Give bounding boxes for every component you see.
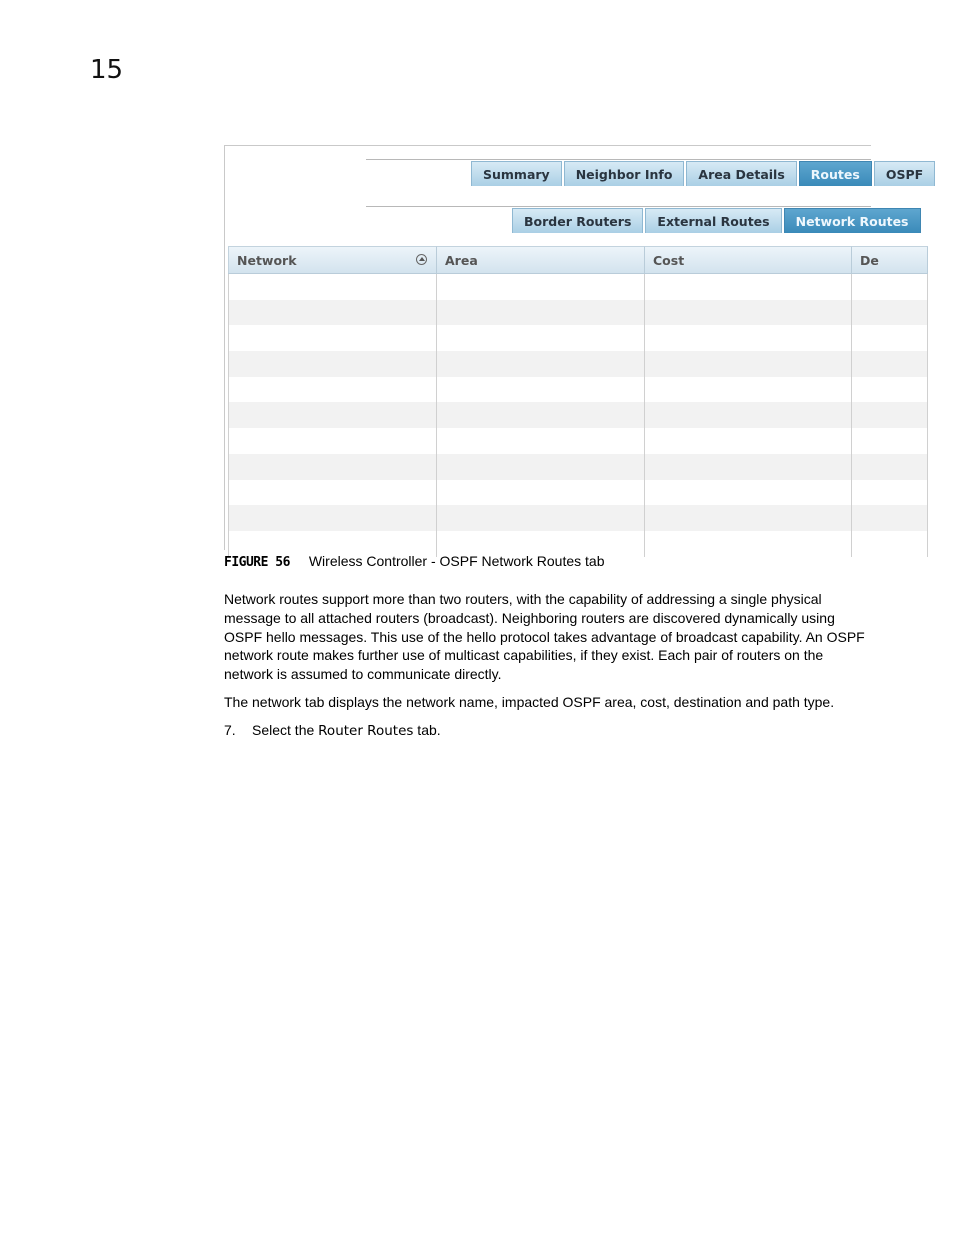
table-cell [228,480,437,506]
tab-external-routes[interactable]: External Routes [645,208,781,233]
table-cell [852,325,928,351]
table-cell [852,300,928,326]
table-cell [437,325,645,351]
table-cell [852,351,928,377]
table-row[interactable] [228,325,928,351]
step-number: 7. [224,722,236,738]
table-cell [852,274,928,300]
table-cell [228,377,437,403]
main-tab-bar [471,161,937,186]
table-cell [852,531,928,557]
body-paragraph: The network tab displays the network name, impacted OSPF area, cost, destination and path type. [224,694,835,710]
step-ui-term: Router Routes [318,723,414,739]
table-cell [228,454,437,480]
grid-body [228,274,928,554]
body-paragraph: Network routes support more than two routers, with the capability of addressing a single physical message to all attached routers (broadcast). Neighboring routers are discovered dynamically using OSPF hello messages. This use of the hello protocol takes advantage of broadcast capability. An OSPF network route makes further use of multicast capabilities, if they exist. Each pair of routers on the network is assumed to communicate directly. [224,591,865,683]
column-header-label: Area [445,253,478,268]
chapter-number: 15 [90,55,124,85]
table-cell [645,454,852,480]
tab-area-details[interactable]: Area Details [686,161,796,186]
tab-network-routes[interactable]: Network Routes [784,208,921,233]
table-cell [437,274,645,300]
table-cell [645,531,852,557]
table-row[interactable] [228,480,928,506]
column-header-cost[interactable] [645,246,852,273]
figure-label: FIGURE 56 [224,555,290,570]
column-header-label: De [860,253,879,268]
grid-header [228,246,928,274]
table-cell [437,505,645,531]
tab-summary[interactable]: Summary [471,161,562,186]
table-cell [228,402,437,428]
table-cell [645,300,852,326]
column-header-destination[interactable] [852,246,928,273]
sub-tab-bar [512,208,923,233]
table-cell [645,377,852,403]
tab-divider [366,159,871,160]
table-cell [437,480,645,506]
table-cell [228,505,437,531]
figure-caption [224,553,604,570]
subtab-divider [366,206,871,207]
table-cell [852,454,928,480]
table-row[interactable] [228,377,928,403]
table-cell [645,428,852,454]
table-cell [852,428,928,454]
table-row[interactable] [228,454,928,480]
table-row[interactable] [228,402,928,428]
table-cell [437,454,645,480]
table-cell [228,300,437,326]
column-header-label: Cost [653,253,685,268]
tab-ospf[interactable]: OSPF [874,161,935,186]
tab-border-routers[interactable]: Border Routers [512,208,643,233]
column-header-network[interactable] [228,246,437,273]
column-header-label: Network [237,253,297,268]
table-cell [228,325,437,351]
table-cell [228,274,437,300]
table-cell [852,377,928,403]
table-row[interactable] [228,428,928,454]
table-cell [437,428,645,454]
table-cell [437,300,645,326]
table-cell [228,351,437,377]
sort-ascending-icon[interactable] [416,254,427,265]
table-cell [852,480,928,506]
tab-routes[interactable]: Routes [799,161,872,186]
table-cell [645,505,852,531]
figure-title: Wireless Controller - OSPF Network Routes tab [308,553,605,569]
table-row[interactable] [228,505,928,531]
screenshot-frame [224,145,924,550]
table-cell [645,325,852,351]
table-cell [645,351,852,377]
tab-neighbor-info[interactable]: Neighbor Info [564,161,685,186]
table-cell [852,402,928,428]
table-cell [645,274,852,300]
column-header-area[interactable] [437,246,645,273]
table-row[interactable] [228,351,928,377]
table-cell [228,428,437,454]
table-row[interactable] [228,274,928,300]
table-cell [852,505,928,531]
table-cell [437,377,645,403]
step-text: tab. [413,722,441,738]
table-row[interactable] [228,300,928,326]
table-cell [437,402,645,428]
table-cell [645,480,852,506]
step-text: Select the [252,722,319,738]
procedure-step [224,721,441,741]
table-cell [645,402,852,428]
table-cell [437,351,645,377]
